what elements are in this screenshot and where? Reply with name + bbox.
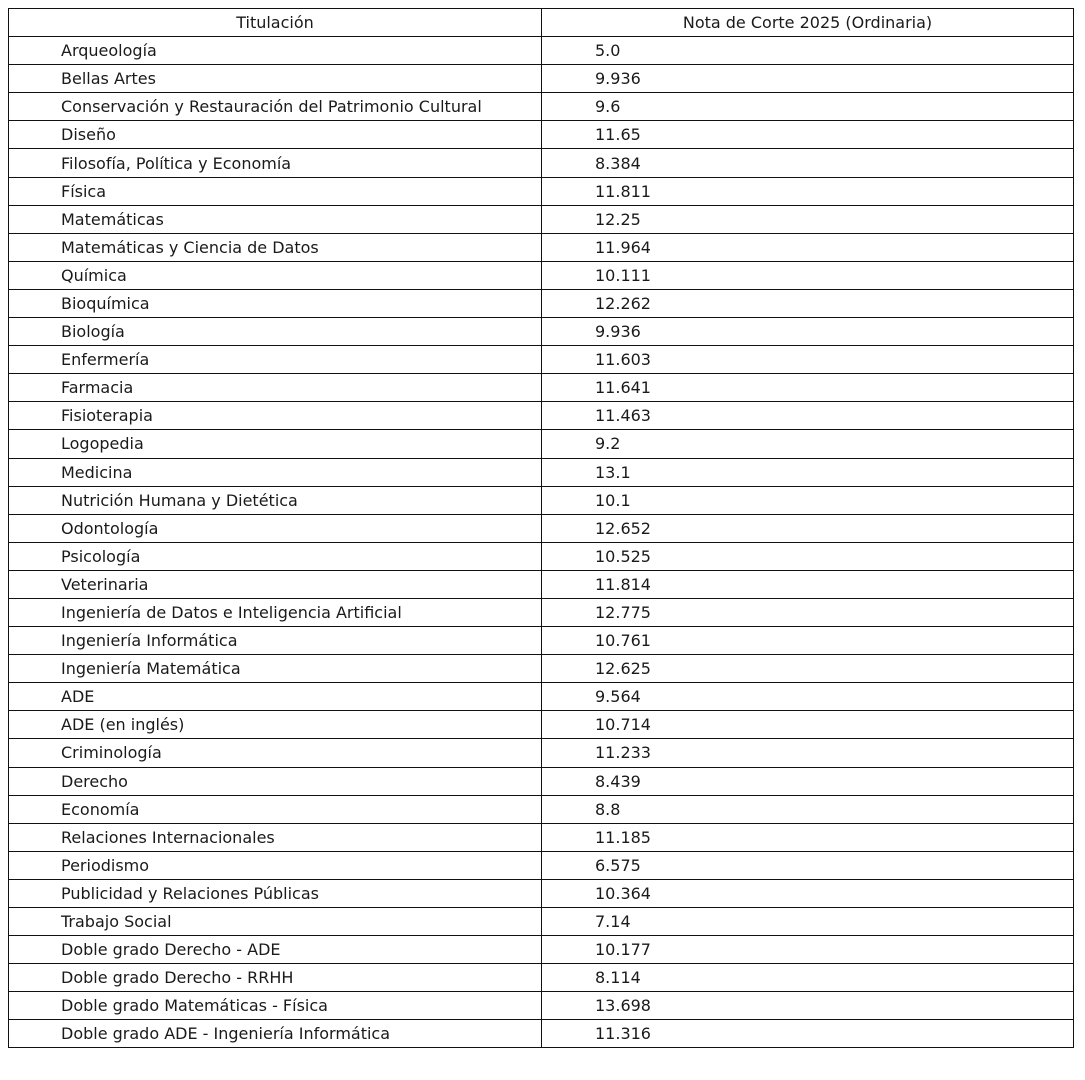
degree-name: Relaciones Internacionales <box>9 823 542 851</box>
cutoff-grade: 11.814 <box>542 570 1074 598</box>
cutoff-grade: 11.641 <box>542 374 1074 402</box>
cutoff-grade: 10.111 <box>542 261 1074 289</box>
table-row <box>9 936 1074 964</box>
table-body <box>9 37 1074 1048</box>
degree-name: Criminología <box>9 739 542 767</box>
cutoff-grade: 11.233 <box>542 739 1074 767</box>
cutoff-grade: 9.6 <box>542 93 1074 121</box>
header-cutoff-grade: Nota de Corte 2025 (Ordinaria) <box>542 9 1074 37</box>
table-row <box>9 149 1074 177</box>
cutoff-grade: 10.364 <box>542 879 1074 907</box>
degree-name: Doble grado Matemáticas - Física <box>9 992 542 1020</box>
header-degree: Titulación <box>9 9 542 37</box>
table-row <box>9 739 1074 767</box>
cutoff-grade: 10.761 <box>542 627 1074 655</box>
cutoff-grade: 11.463 <box>542 402 1074 430</box>
cutoff-grade: 8.114 <box>542 964 1074 992</box>
table-row <box>9 879 1074 907</box>
cutoff-grade: 12.25 <box>542 205 1074 233</box>
table-row <box>9 374 1074 402</box>
cutoff-grade: 5.0 <box>542 37 1074 65</box>
table-row <box>9 655 1074 683</box>
table-row <box>9 402 1074 430</box>
table-row <box>9 318 1074 346</box>
cutoff-grade: 11.603 <box>542 346 1074 374</box>
degree-name: Ingeniería Informática <box>9 627 542 655</box>
table-row <box>9 1020 1074 1048</box>
cutoff-grade: 12.625 <box>542 655 1074 683</box>
degree-name: Publicidad y Relaciones Públicas <box>9 879 542 907</box>
table-row <box>9 683 1074 711</box>
cutoff-grade: 9.564 <box>542 683 1074 711</box>
cutoff-grade: 11.964 <box>542 233 1074 261</box>
cutoff-grade: 13.698 <box>542 992 1074 1020</box>
table-row <box>9 992 1074 1020</box>
table-header <box>9 9 1074 37</box>
degree-name: Ingeniería Matemática <box>9 655 542 683</box>
cutoff-grade: 11.316 <box>542 1020 1074 1048</box>
cutoff-grade: 12.652 <box>542 514 1074 542</box>
table-row <box>9 851 1074 879</box>
cutoff-grade: 11.811 <box>542 177 1074 205</box>
degree-name: Filosofía, Política y Economía <box>9 149 542 177</box>
degree-name: ADE <box>9 683 542 711</box>
degree-name: Matemáticas <box>9 205 542 233</box>
table-row <box>9 261 1074 289</box>
table-row <box>9 542 1074 570</box>
cutoff-grade: 9.2 <box>542 430 1074 458</box>
cutoff-grades-table <box>8 8 1074 1048</box>
table-row <box>9 795 1074 823</box>
cutoff-grade: 9.936 <box>542 318 1074 346</box>
degree-name: Bellas Artes <box>9 65 542 93</box>
table-row <box>9 346 1074 374</box>
degree-name: Psicología <box>9 542 542 570</box>
header-row <box>9 9 1074 37</box>
table-row <box>9 711 1074 739</box>
cutoff-grade: 12.775 <box>542 598 1074 626</box>
table-row <box>9 486 1074 514</box>
cutoff-grade: 10.1 <box>542 486 1074 514</box>
degree-name: Trabajo Social <box>9 908 542 936</box>
degree-name: Física <box>9 177 542 205</box>
table-row <box>9 823 1074 851</box>
degree-name: Diseño <box>9 121 542 149</box>
table-row <box>9 289 1074 317</box>
cutoff-grade: 11.185 <box>542 823 1074 851</box>
table-row <box>9 514 1074 542</box>
cutoff-grade: 11.65 <box>542 121 1074 149</box>
table-row <box>9 65 1074 93</box>
degree-name: Biología <box>9 318 542 346</box>
cutoff-grade: 9.936 <box>542 65 1074 93</box>
degree-name: Química <box>9 261 542 289</box>
degree-name: Periodismo <box>9 851 542 879</box>
degree-name: Doble grado Derecho - RRHH <box>9 964 542 992</box>
table-row <box>9 93 1074 121</box>
cutoff-grade: 13.1 <box>542 458 1074 486</box>
degree-name: Economía <box>9 795 542 823</box>
degree-name: Bioquímica <box>9 289 542 317</box>
degree-name: Matemáticas y Ciencia de Datos <box>9 233 542 261</box>
degree-name: Ingeniería de Datos e Inteligencia Artificial <box>9 598 542 626</box>
table-row <box>9 767 1074 795</box>
table-row <box>9 121 1074 149</box>
table-row <box>9 908 1074 936</box>
degree-name: Farmacia <box>9 374 542 402</box>
table-row <box>9 430 1074 458</box>
table-row <box>9 627 1074 655</box>
table-row <box>9 233 1074 261</box>
table-row <box>9 458 1074 486</box>
degree-name: Arqueología <box>9 37 542 65</box>
degree-name: Nutrición Humana y Dietética <box>9 486 542 514</box>
cutoff-grade: 7.14 <box>542 908 1074 936</box>
degree-name: Logopedia <box>9 430 542 458</box>
cutoff-grade: 8.8 <box>542 795 1074 823</box>
degree-name: Doble grado ADE - Ingeniería Informática <box>9 1020 542 1048</box>
degree-name: Conservación y Restauración del Patrimonio Cultural <box>9 93 542 121</box>
degree-name: ADE (en inglés) <box>9 711 542 739</box>
cutoff-grade: 8.439 <box>542 767 1074 795</box>
cutoff-grade: 10.525 <box>542 542 1074 570</box>
cutoff-grade: 8.384 <box>542 149 1074 177</box>
degree-name: Enfermería <box>9 346 542 374</box>
table-row <box>9 570 1074 598</box>
cutoff-grade: 6.575 <box>542 851 1074 879</box>
degree-name: Derecho <box>9 767 542 795</box>
cutoff-grade: 12.262 <box>542 289 1074 317</box>
table-row <box>9 964 1074 992</box>
degree-name: Medicina <box>9 458 542 486</box>
cutoff-grade: 10.177 <box>542 936 1074 964</box>
degree-name: Odontología <box>9 514 542 542</box>
degree-name: Veterinaria <box>9 570 542 598</box>
table-row <box>9 598 1074 626</box>
degree-name: Doble grado Derecho - ADE <box>9 936 542 964</box>
cutoff-grade: 10.714 <box>542 711 1074 739</box>
table-row <box>9 205 1074 233</box>
table-row <box>9 37 1074 65</box>
table-row <box>9 177 1074 205</box>
degree-name: Fisioterapia <box>9 402 542 430</box>
